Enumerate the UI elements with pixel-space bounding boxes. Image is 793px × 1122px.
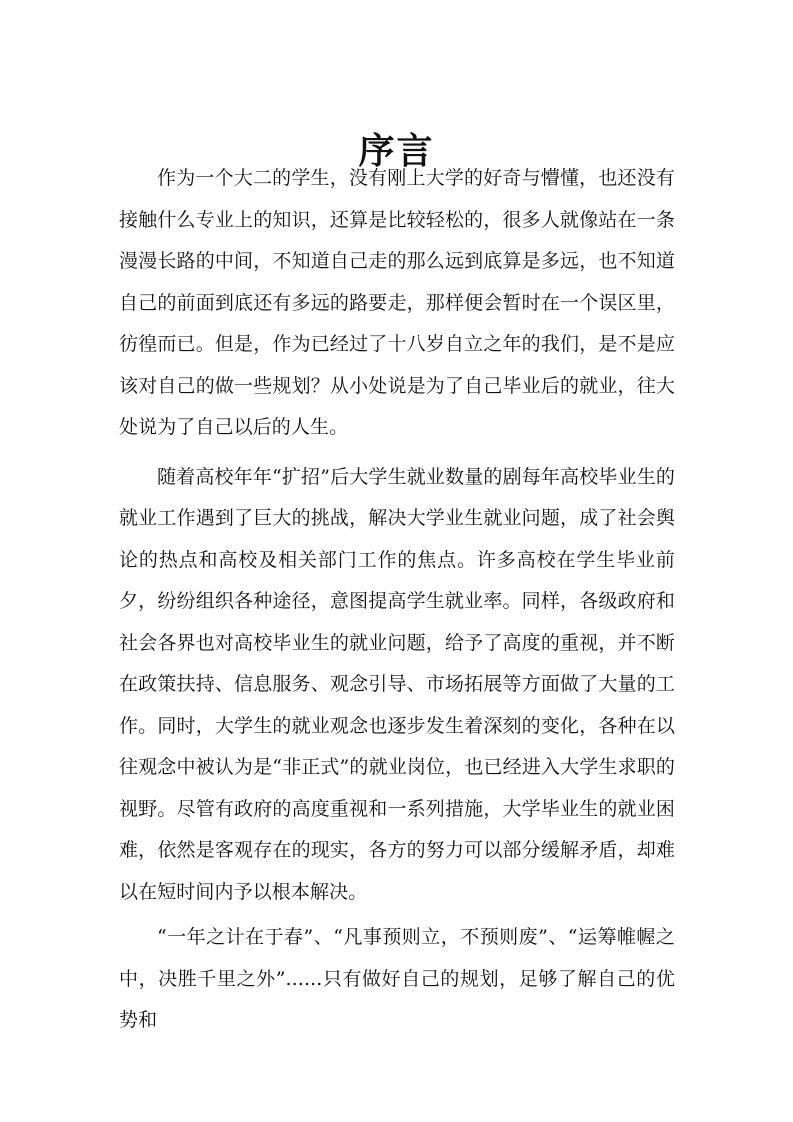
document-body	[119, 158, 675, 1042]
paragraph-1: 作为一个大二的学生，没有刚上大学的好奇与懵懂，也还没有接触什么专业上的知识，还算是比较轻松的，很多人就像站在一条漫漫长路的中间，不知道自己走的那么远到底算是多远，也不知道自己的前面到底还有多远的路要走，那样便会暂时在一个误区里，彷徨而已。但是，作为已经过了十八岁自立之年的我们，是不是应该对自己的做一些规划？从小处说是为了自己毕业后的就业，往大处说为了自己以后的人生。	[119, 167, 675, 438]
paragraph-2: 随着高校年年“扩招”后大学生就业数量的剧每年高校毕业生的就业工作遇到了巨大的挑战，解决大学业生就业问题，成了社会舆论的热点和高校及相关部门工作的焦点。许多高校在学生毕业前夕，纷纷组织各种途径，意图提高学生就业率。同样，各级政府和社会各界也对高校毕业生的就业问题，给予了高度的重视，并不断在政策扶持、信息服务、观念引导、市场拓展等方面做了大量的工作。同时，大学生的就业观念也逐步发生着深刻的变化，各种在以往观念中被认为是“非正式”的就业岗位，也已经进入大学生求职的视野。尽管有政府的高度重视和一系列措施，大学毕业生的就业困难，依然是客观存在的现实，各方的努力可以部分缓解矛盾，却难以在短时间内予以根本解决。	[119, 465, 675, 903]
page-title: 序言	[358, 131, 435, 173]
paragraph-3: “一年之计在于春”、“凡事预则立，不预则废”、“运筹帷幄之中，决胜千里之外”......只有做好自己的规划，足够了解自己的优势和	[119, 926, 675, 1031]
